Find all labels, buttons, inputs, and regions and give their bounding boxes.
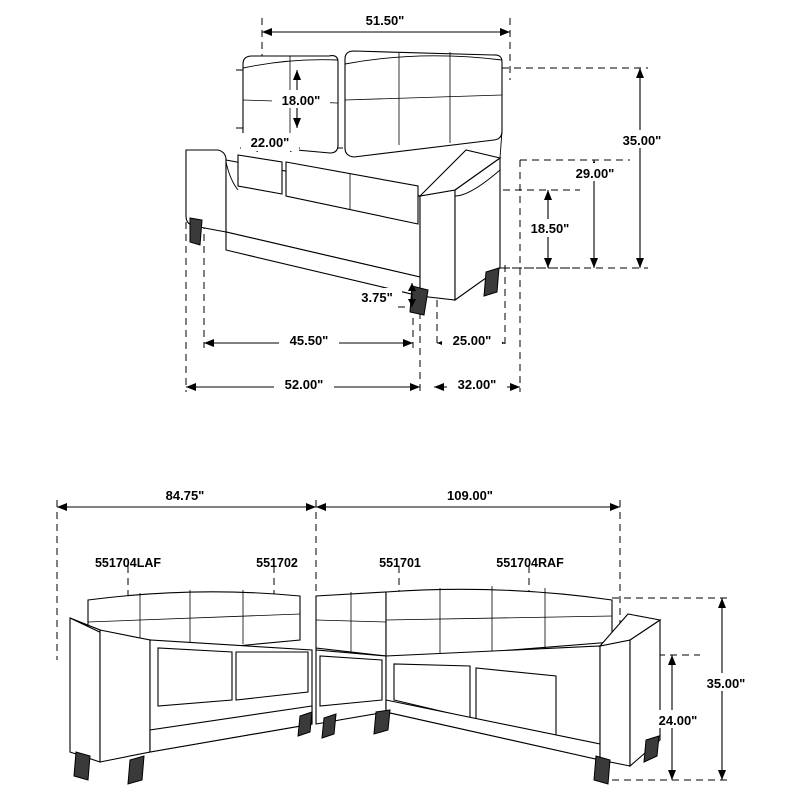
- sectional-illustration: [70, 586, 660, 784]
- sectional-sku-labels: [95, 556, 564, 570]
- dim-seat-width: 45.50": [289, 333, 329, 348]
- dim-sectional-overall-height: 35.00": [706, 676, 746, 691]
- sku-label-raf: 551704RAF: [496, 556, 564, 570]
- dim-back-cushion-height: 18.00": [281, 93, 321, 108]
- dim-overall-height: 35.00": [622, 133, 662, 148]
- sku-label-laf: 551704LAF: [94, 556, 162, 570]
- dim-overall-depth: 32.00": [457, 377, 497, 392]
- dim-side-depth-inner: 25.00": [452, 333, 492, 348]
- sku-label-armless: 551702: [256, 556, 298, 570]
- dim-seat-back-height: 24.00": [658, 713, 698, 728]
- loveseat-view: [186, 10, 671, 392]
- dim-overall-length: 52.00": [284, 377, 324, 392]
- dim-back-height: 29.00": [575, 166, 615, 181]
- dim-leg-height: 3.75": [361, 290, 393, 305]
- dim-right-section-length: 109.00": [447, 488, 493, 503]
- loveseat-illustration: [186, 51, 502, 315]
- dim-arm-height: 18.50": [530, 221, 570, 236]
- dim-overall-width-top: 51.50": [365, 13, 405, 28]
- sku-label-corner: 551701: [379, 556, 421, 570]
- dim-back-cushion-width: 22.00": [250, 135, 290, 150]
- dim-left-section-length: 84.75": [165, 488, 205, 503]
- sectional-view: [57, 485, 756, 784]
